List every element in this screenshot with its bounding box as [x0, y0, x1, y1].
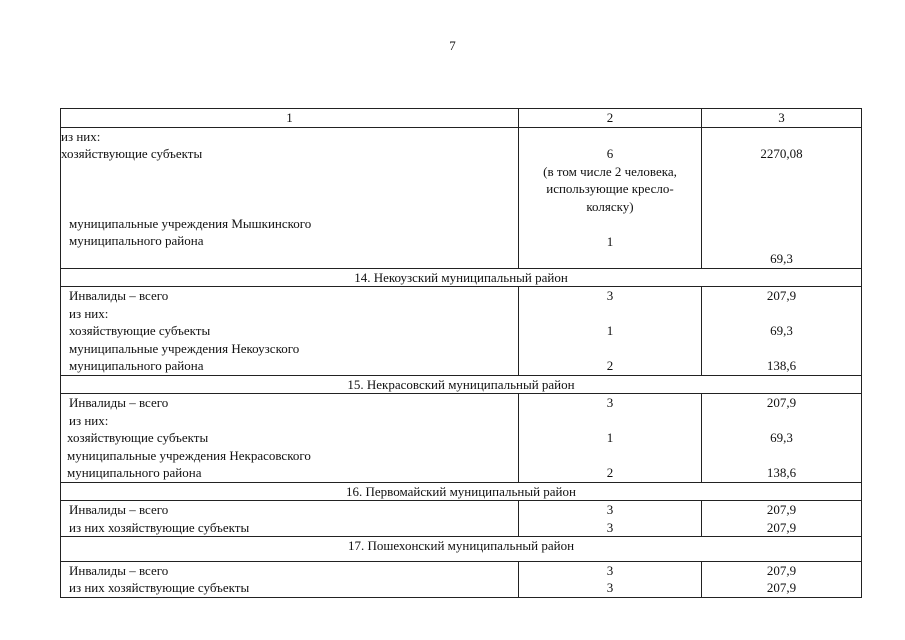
- municipal-amount: 138,6: [766, 465, 797, 480]
- business-count: 1: [606, 323, 614, 338]
- business-label: из них хозяйствующие субъекты: [69, 519, 250, 535]
- business-note-line2: использующие кресло-: [546, 181, 674, 196]
- row-label-cell: [61, 561, 519, 597]
- municipal-label-line1: муниципальные учреждения Некоузского: [69, 340, 300, 356]
- business-note-line1: (в том числе 2 человека,: [543, 163, 677, 179]
- municipal-amount: 69,3: [770, 251, 793, 266]
- count-cell: [519, 561, 702, 597]
- page-number: 7: [449, 38, 456, 53]
- total-count: 3: [606, 395, 614, 410]
- total-amount: 207,9: [766, 395, 797, 410]
- amount-cell: [702, 561, 862, 597]
- row-label-cell: [61, 127, 519, 268]
- municipal-amount: 138,6: [766, 358, 797, 373]
- municipal-label-line1: муниципальные учреждения Некрасовского: [67, 447, 311, 463]
- section-title: 15. Некрасовский муниципальный район: [61, 375, 862, 394]
- business-label: хозяйствующие субъекты: [67, 430, 209, 445]
- total-label: Инвалиды – всего: [69, 395, 169, 410]
- section-title-row: [61, 375, 862, 394]
- amount-cell: [702, 127, 862, 268]
- business-label: из них хозяйствующие субъекты: [69, 580, 250, 595]
- municipal-count: 2: [606, 465, 614, 480]
- count-cell: [519, 287, 702, 376]
- table-row: [61, 561, 862, 597]
- of-them-label: из них:: [69, 412, 109, 428]
- row-label-cell: [61, 394, 519, 483]
- business-amount: 69,3: [770, 323, 793, 338]
- business-label: хозяйствующие субъекты: [61, 146, 203, 161]
- business-amount: 2270,08: [760, 146, 803, 161]
- total-amount: 207,9: [766, 288, 797, 303]
- of-them-label: из них:: [69, 305, 109, 321]
- municipal-count: 1: [606, 233, 614, 249]
- business-amount: 69,3: [770, 430, 793, 445]
- amount-cell: [702, 287, 862, 376]
- count-cell: [519, 394, 702, 483]
- municipal-label-line2: муниципального района: [69, 233, 204, 248]
- business-count: 3: [606, 519, 614, 535]
- municipal-label-line1: муниципальные учреждения Мышкинского: [69, 215, 312, 231]
- municipal-count: 2: [606, 358, 614, 373]
- total-count: 3: [606, 562, 614, 578]
- total-amount: 207,9: [766, 502, 797, 517]
- section-title: 14. Некоузский муниципальный район: [61, 268, 862, 287]
- business-amount: 207,9: [766, 519, 797, 535]
- table-row: [61, 394, 862, 483]
- column-header-1: 1: [61, 109, 519, 128]
- business-count: 6: [606, 146, 614, 161]
- amount-cell: [702, 501, 862, 537]
- business-count: 1: [606, 430, 614, 445]
- of-them-label: из них:: [61, 128, 101, 144]
- table-row: [61, 127, 862, 268]
- section-title-row: [61, 268, 862, 287]
- table-header-row: [61, 109, 862, 128]
- column-header-3: 3: [702, 109, 862, 128]
- row-label-cell: [61, 287, 519, 376]
- section-title: 16. Первомайский муниципальный район: [61, 482, 862, 501]
- table-row: [61, 287, 862, 376]
- row-label-cell: [61, 501, 519, 537]
- municipal-label-line2: муниципального района: [67, 465, 202, 480]
- business-count: 3: [606, 580, 614, 595]
- amount-cell: [702, 394, 862, 483]
- section-title-row: [61, 482, 862, 501]
- business-amount: 207,9: [766, 580, 797, 595]
- municipal-label-line2: муниципального района: [69, 358, 204, 373]
- section-title: 17. Пошехонский муниципальный район: [61, 537, 862, 562]
- count-cell: [519, 127, 702, 268]
- total-label: Инвалиды – всего: [69, 288, 169, 303]
- disabled-employment-table: [60, 108, 862, 598]
- column-header-2: 2: [519, 109, 702, 128]
- total-label: Инвалиды – всего: [69, 562, 169, 578]
- total-count: 3: [606, 288, 614, 303]
- business-label: хозяйствующие субъекты: [69, 323, 211, 338]
- count-cell: [519, 501, 702, 537]
- total-amount: 207,9: [766, 562, 797, 578]
- total-label: Инвалиды – всего: [69, 502, 169, 517]
- total-count: 3: [606, 502, 614, 517]
- table-row: [61, 501, 862, 537]
- business-note-line3: коляску): [586, 198, 634, 214]
- section-title-row: [61, 537, 862, 562]
